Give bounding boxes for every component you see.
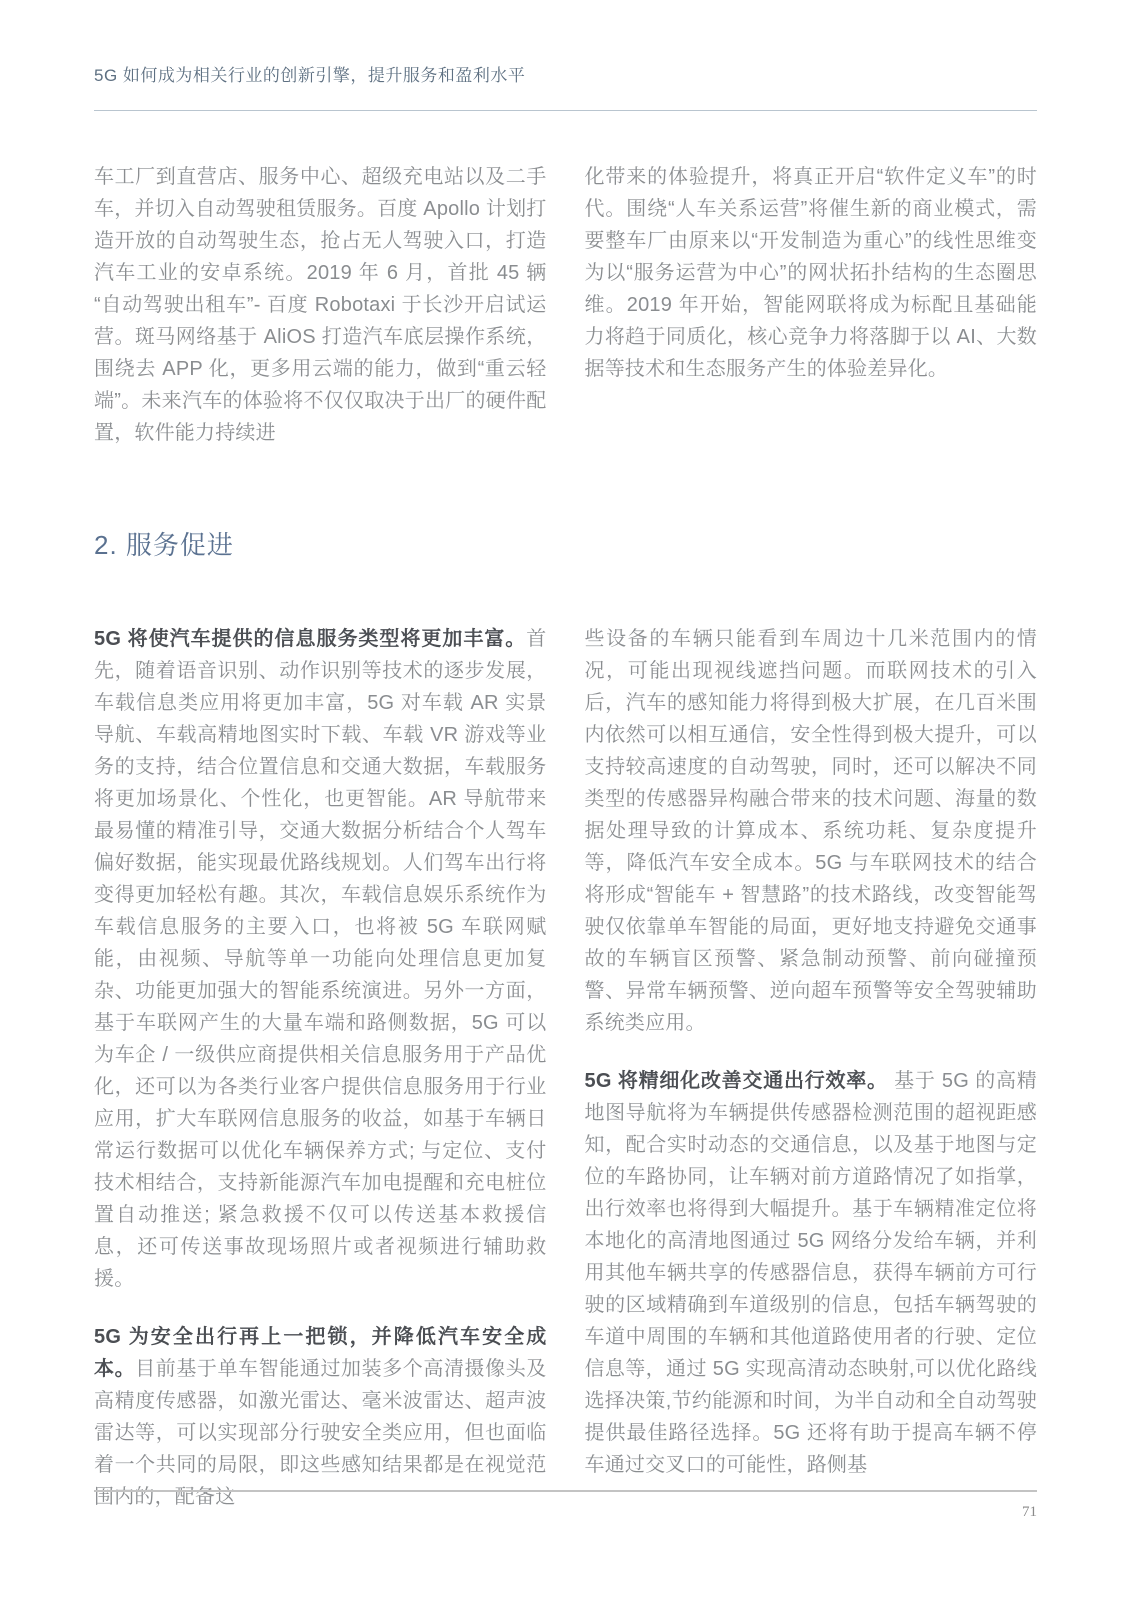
paragraph-lead: 5G 为安全出行再上一把锁，并降低汽车安全成本。: [94, 1326, 547, 1380]
section-columns: [94, 623, 1037, 1513]
paragraph-safety-continued: [585, 623, 1038, 1039]
intro-columns: [94, 161, 1037, 449]
document-header: [94, 0, 1037, 111]
paragraph-body: 些设备的车辆只能看到车周边十几米范围内的情况，可能出现视线遮挡问题。而联网技术的引入后，汽车的感知能力将得到极大扩展，在几百米围内依然可以相互通信，安全性得到极大提升，可以支持较高速度的自动驾驶，同时，还可以解决不同类型的传感器异构融合带来的技术问题、海量的数据处理导致的计算成本、系统功耗、复杂度提升等，降低汽车安全成本。5G 与车联网技术的结合将形成“智能车 + 智慧路”的技术路线，改变智能驾驶仅依靠单车智能的局面，更好地支持避免交通事故的车辆盲区预警、紧急制动预警、前向碰撞预警、异常车辆预警、逆向超车预警等安全驾驶辅助系统类应用。: [584, 628, 1037, 1034]
page-number: 71: [1022, 1504, 1037, 1520]
running-header-title: 5G 如何成为相关行业的创新引擎，提升服务和盈利水平: [94, 66, 526, 85]
intro-right-column: [585, 161, 1038, 449]
paragraph-lead: 5G 将精细化改善交通出行效率。: [584, 1070, 888, 1092]
section-right-column: [585, 623, 1038, 1513]
header-divider: [94, 110, 1037, 111]
footer-divider: [94, 1490, 1037, 1492]
intro-left-column: [94, 161, 547, 449]
intro-left-paragraph: 车工厂到直营店、服务中心、超级充电站以及二手车，并切入自动驾驶租赁服务。百度 Apollo 计划打造开放的自动驾驶生态，抢占无人驾驶入口，打造汽车工业的安卓系统。2019 年 6 月，首批 45 辆“自动驾驶出租车”- 百度 Robotaxi 于长沙开启试运营。斑马网络基于 AliOS 打造汽车底层操作系统，围绕去 APP 化，更多用云端的能力，做到“重云轻端”。未来汽车的体验将不仅仅取决于出厂的硬件配置，软件能力持续进: [94, 166, 547, 444]
intro-right-paragraph: 化带来的体验提升，将真正开启“软件定义车”的时代。围绕“人车关系运营”将催生新的商业模式，需要整车厂由原来以“开发制造为重心”的线性思维变为以“服务运营为中心”的网状拓扑结构的生态圈思维。2019 年开始，智能网联将成为标配且基础能力将趋于同质化，核心竞争力将落脚于以 AI、大数据等技术和生态服务产生的体验差异化。: [584, 166, 1037, 380]
section-left-column: [94, 623, 547, 1513]
section-heading: 2. 服务促进: [94, 530, 234, 560]
paragraph-info-services: [94, 623, 547, 1295]
paragraph-body: 基于 5G 的高精地图导航将为车辆提供传感器检测范围的超视距感知，配合实时动态的交通信息，以及基于地图与定位的车路协同，让车辆对前方道路情况了如指掌，出行效率也将得到大幅提升。基于车辆精准定位将本地化的高清地图通过 5G 网络分发给车辆，并利用其他车辆共享的传感器信息，获得车辆前方可行驶的区域精确到车道级别的信息，包括车辆驾驶的车道中周围的车辆和其他道路使用者的行驶、定位信息等，通过 5G 实现高清动态映射,可以优化路线选择决策,节约能源和时间，为半自动和全自动驾驶提供最佳路径选择。5G 还将有助于提高车辆不停车通过交叉口的可能性，路侧基: [584, 1070, 1038, 1476]
paragraph-traffic-efficiency: [585, 1065, 1038, 1481]
paragraph-body: 目前基于单车智能通过加装多个高清摄像头及高精度传感器，如激光雷达、毫米波雷达、超声波雷达等，可以实现部分行驶安全类应用，但也面临着一个共同的局限，即这些感知结果都是在视觉范围内的，配备这: [94, 1358, 547, 1508]
paragraph-lead: 5G 将使汽车提供的信息服务类型将更加丰富。: [94, 628, 527, 650]
paragraph-body: 首先，随着语音识别、动作识别等技术的逐步发展，车载信息类应用将更加丰富，5G 对车载 AR 实景导航、车载高精地图实时下载、车载 VR 游戏等业务的支持，结合位置信息和交通大数据，车载服务将更加场景化、个性化，也更智能。AR 导航带来最易懂的精准引导，交通大数据分析结合个人驾车偏好数据，能实现最优路线规划。人们驾车出行将变得更加轻松有趣。其次，车载信息娱乐系统作为车载信息服务的主要入口，也将被 5G 车联网赋能，由视频、导航等单一功能向处理信息更加复杂、功能更加强大的智能系统演进。另外一方面，基于车联网产生的大量车端和路侧数据，5G 可以为车企 / 一级供应商提供相关信息服务用于产品优化，还可以为各类行业客户提供信息服务用于行业应用，扩大车联网信息服务的收益，如基于车辆日常运行数据可以优化车辆保养方式; 与定位、支付技术相结合，支持新能源汽车加电提醒和充电桩位置自动推送; 紧急救援不仅可以传送基本救援信息，还可传送事故现场照片或者视频进行辅助救援。: [94, 628, 547, 1290]
document-footer: [94, 1490, 1037, 1521]
paragraph-safety: [94, 1321, 547, 1513]
